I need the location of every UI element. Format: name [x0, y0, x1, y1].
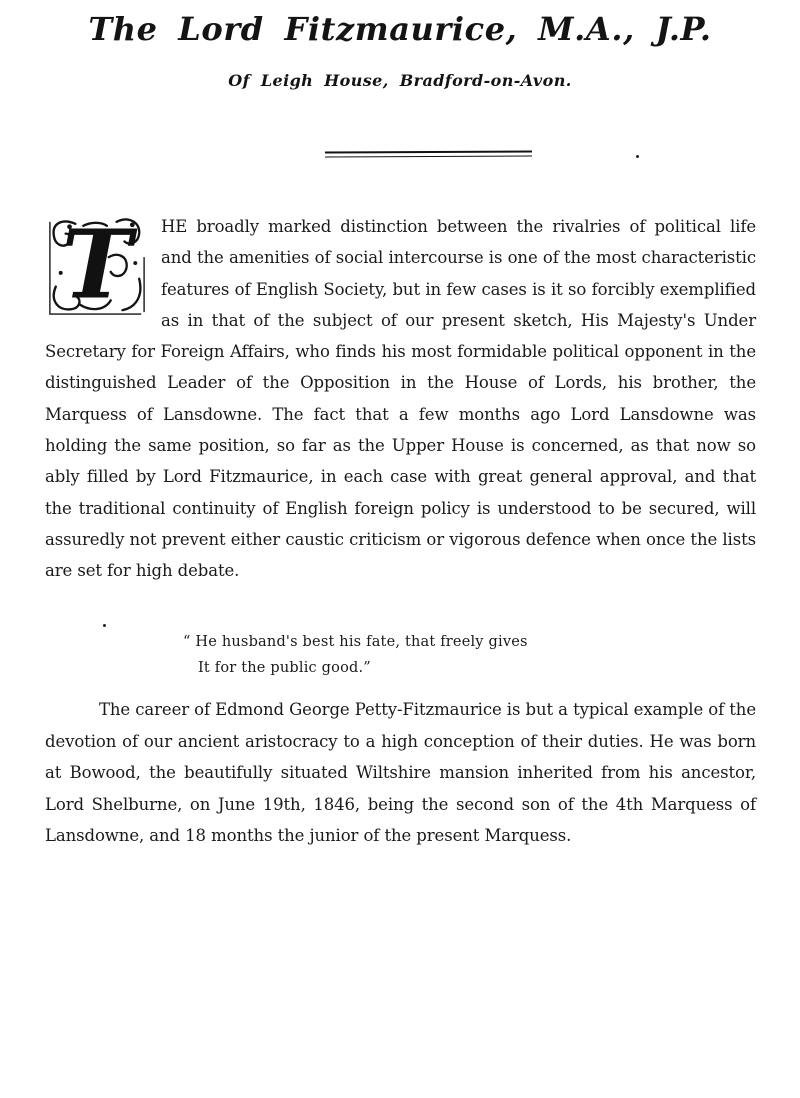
verse-quote-line-2: It for the public good.” [198, 660, 371, 676]
drop-cap-letter: T [61, 214, 132, 318]
scan-speck [636, 155, 639, 158]
paragraph-career: The career of Edmond George Petty-Fitzmaurice is but a typical example of the devotion of our ancient aristocracy to a high conception of their duties. He was born at Bowood, the beautifully situated Wiltshire mansion inherited from his ancestor, Lord Shelburne, on June 19th, 1846, being the second son of the 4th Marquess of Lansdowne, and 18 months the junior of the present Marquess. [45, 700, 756, 846]
page-subtitle: Of Leigh House, Bradford-on-Avon. [228, 71, 572, 90]
paragraph-opening [45, 211, 756, 587]
scan-speck [103, 624, 106, 627]
ornamental-initial-t-icon [45, 214, 149, 318]
drop-cap-ornament [45, 214, 149, 318]
divider-double-rule [325, 150, 532, 157]
verse-quote-line-1: “ He husband's best his fate, that freely gives [183, 634, 528, 650]
verse-quote [183, 629, 528, 681]
page-title: The Lord Fitzmaurice, M.A., J.P. [88, 10, 712, 48]
paragraph-opening-text: HE broadly marked distinction between the rivalries of political life and the amenities of social intercourse is one of the most characteristic features of English Society, but in few cases is it so forcibly exemplified as in that of the subject of our present sketch, His Majesty's Under Secretary for Foreign Affairs, who finds his most formidable political opponent in the distinguished Leader of the Opposition in the House of Lords, his brother, the Marquess of Lansdowne. The fact that a few months ago Lord Lansdowne was holding the same position, so far as the Upper House is concerned, as that now so ably filled by Lord Fitzmaurice, in each case with great general approval, and that the traditional continuity of English foreign policy is understood to be secured, will assuredly not prevent either caustic criticism or vigorous defence when once the lists are set for high debate. [45, 217, 756, 581]
